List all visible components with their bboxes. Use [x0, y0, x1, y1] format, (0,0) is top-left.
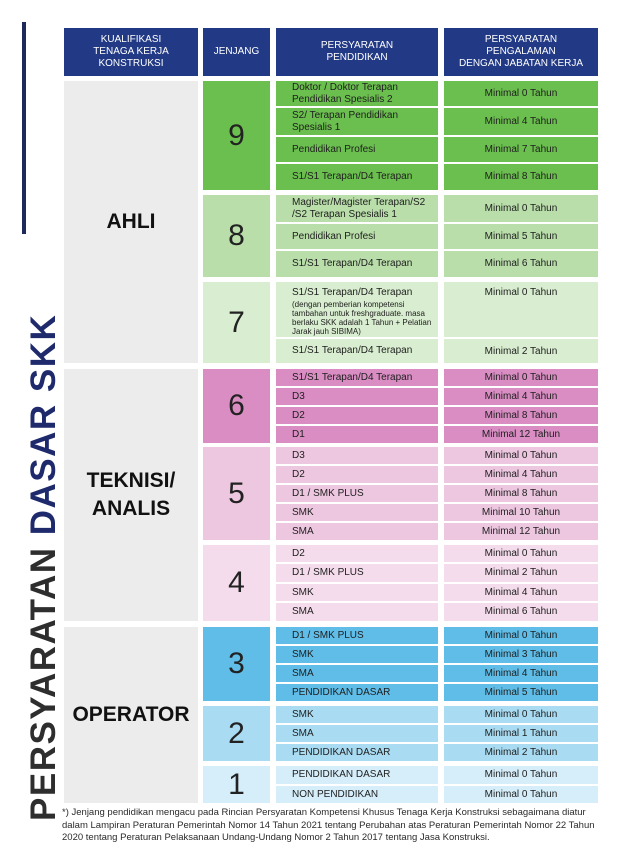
edu-text: SMA	[292, 525, 314, 537]
exp-text: Minimal 4 Tahun	[484, 586, 558, 598]
edu-text: S1/S1 Terapan/D4 Terapan	[292, 371, 413, 383]
exp-text: Minimal 4 Tahun	[484, 390, 558, 402]
level-6-label: 6	[228, 389, 245, 422]
exp-cell	[444, 545, 598, 562]
edu-note: (dengan pemberian kompetensi tambahan untuk freshgraduate. masa berlaku SKK adalah 1 Tahun + Pelatian Jarak jauh SIBIMA)	[292, 300, 432, 336]
edu-text: D1 / SMK PLUS	[292, 629, 364, 641]
group-ahli	[64, 81, 198, 363]
edu-cell	[276, 447, 438, 464]
edu-text: SMK	[292, 648, 314, 660]
exp-text: Minimal 0 Tahun	[484, 769, 558, 780]
level-5-label: 5	[228, 476, 245, 510]
exp-cell	[444, 725, 598, 742]
level-8	[203, 195, 270, 277]
edu-cell	[276, 627, 438, 644]
header-qualification	[64, 28, 198, 76]
edu-cell	[276, 744, 438, 761]
header-level-text: JENJANG	[213, 46, 260, 57]
level-6	[203, 369, 270, 443]
exp-cell	[444, 744, 598, 761]
edu-cell	[276, 224, 438, 249]
edu-text: D3	[292, 390, 305, 402]
group-teknisi-label: TEKNISI/ ANALIS	[86, 469, 176, 520]
exp-cell	[444, 339, 598, 363]
level-3-label: 3	[228, 647, 245, 680]
exp-cell	[444, 108, 598, 135]
exp-cell	[444, 137, 598, 162]
edu-text: SMA	[292, 667, 314, 679]
edu-text: PENDIDIKAN DASAR	[292, 686, 391, 698]
exp-cell	[444, 766, 598, 784]
level-8-label: 8	[228, 219, 245, 252]
level-9	[203, 81, 270, 190]
header-education	[276, 28, 438, 76]
edu-text: SMK	[292, 586, 314, 598]
edu-cell	[276, 523, 438, 540]
edu-cell	[276, 646, 438, 663]
exp-text: Minimal 10 Tahun	[481, 506, 561, 518]
exp-text: Minimal 6 Tahun	[484, 258, 558, 269]
edu-cell	[276, 251, 438, 277]
edu-text: D2	[292, 547, 305, 559]
exp-text: Minimal 6 Tahun	[484, 606, 558, 617]
edu-text: NON PENDIDIKAN	[292, 788, 379, 800]
exp-cell	[444, 369, 598, 386]
header-qualification-line1: KUALIFIKASI	[100, 34, 162, 45]
header-experience-line1: PERSYARATAN	[484, 34, 558, 45]
exp-text: Minimal 0 Tahun	[484, 371, 558, 383]
exp-cell	[444, 584, 598, 601]
edu-cell	[276, 564, 438, 582]
edu-text: D2	[292, 468, 305, 480]
edu-text: PENDIDIKAN DASAR	[292, 746, 391, 758]
level-7-label: 7	[228, 305, 245, 339]
exp-cell	[444, 466, 598, 483]
edu-text: Magister/Magister Terapan/S2 /S2 Terapan Spesialis 1	[292, 196, 426, 220]
exp-text: Minimal 0 Tahun	[484, 788, 558, 800]
exp-text: Minimal 8 Tahun	[484, 487, 558, 499]
exp-text: Minimal 2 Tahun	[484, 346, 558, 357]
exp-cell	[444, 164, 598, 190]
edu-text: SMA	[292, 727, 314, 739]
edu-text: D2	[292, 409, 305, 421]
level-2-label: 2	[228, 716, 245, 750]
exp-cell	[444, 388, 598, 405]
exp-text: Minimal 0 Tahun	[484, 87, 558, 99]
exp-text: Minimal 0 Tahun	[484, 287, 558, 298]
exp-text: Minimal 0 Tahun	[484, 547, 558, 559]
edu-cell	[276, 766, 438, 784]
exp-text: Minimal 5 Tahun	[484, 686, 558, 698]
level-1-label: 1	[228, 767, 245, 801]
edu-cell	[276, 81, 438, 106]
edu-text: Doktor / Doktor Terapan Pendidikan Spesialis 2	[292, 81, 398, 105]
edu-text: D1 / SMK PLUS	[292, 567, 364, 578]
exp-cell	[444, 282, 598, 337]
edu-cell	[276, 137, 438, 162]
edu-cell	[276, 426, 438, 443]
exp-cell	[444, 504, 598, 521]
level-4-label: 4	[228, 566, 245, 599]
edu-cell	[276, 388, 438, 405]
header-qualification-line2: TENAGA KERJA	[93, 46, 169, 57]
exp-cell	[444, 786, 598, 803]
edu-cell	[276, 725, 438, 742]
edu-cell	[276, 584, 438, 601]
exp-text: Minimal 7 Tahun	[484, 143, 558, 155]
level-2	[203, 706, 270, 761]
exp-text: Minimal 8 Tahun	[484, 171, 558, 182]
exp-text: Minimal 8 Tahun	[484, 409, 558, 421]
header-education-line2: PENDIDIKAN	[326, 52, 388, 63]
edu-text: S1/S1 Terapan/D4 Terapan	[292, 171, 413, 182]
edu-text: PENDIDIKAN DASAR	[292, 769, 391, 780]
level-9-label: 9	[228, 118, 245, 152]
side-title-part2: DASAR SKK	[24, 313, 63, 536]
edu-text: S1/S1 Terapan/D4 Terapan	[292, 287, 413, 298]
edu-text: D3	[292, 449, 305, 461]
exp-text: Minimal 2 Tahun	[484, 567, 558, 578]
header-education-line1: PERSYARATAN	[320, 40, 394, 51]
exp-text: Minimal 0 Tahun	[484, 708, 558, 720]
exp-text: Minimal 0 Tahun	[484, 202, 558, 214]
header-experience-line2: PENGALAMAN	[486, 46, 556, 57]
edu-cell	[276, 195, 438, 222]
edu-text: D1 / SMK PLUS	[292, 487, 364, 499]
exp-text: Minimal 2 Tahun	[484, 746, 558, 758]
edu-cell	[276, 706, 438, 723]
side-title-rule	[22, 22, 26, 234]
group-ahli-label: AHLI	[106, 210, 156, 233]
exp-cell	[444, 665, 598, 682]
edu-text: Pendidikan Profesi	[292, 143, 376, 155]
exp-cell	[444, 407, 598, 424]
footnote: *) Jenjang pendidikan mengacu pada Rincian Persyaratan Kompetensi Khusus Tenaga Kerja Konstruksi sebagaimana diatur dalam Lampiran Peraturan Pemerintah Nomor 14 Tahun 2021 tentang Perubahan atas Peraturan Pemerintah Nomor 22 Tahun 2020 tentang Peraturan Pelaksanaan Undang-Undang Nomor 2 Tahun 2017 tentang Jasa Konstruksi.	[62, 807, 595, 843]
exp-cell	[444, 523, 598, 540]
edu-text: S2/ Terapan Pendidikan Spesialis 1	[292, 109, 399, 133]
edu-text: D1	[292, 428, 305, 440]
exp-cell	[444, 81, 598, 106]
exp-cell	[444, 603, 598, 621]
edu-text: S1/S1 Terapan/D4 Terapan	[292, 345, 413, 356]
edu-cell	[276, 485, 438, 502]
edu-cell	[276, 786, 438, 803]
edu-cell	[276, 684, 438, 701]
exp-cell	[444, 706, 598, 723]
exp-cell	[444, 447, 598, 464]
exp-cell	[444, 485, 598, 502]
exp-text: Minimal 4 Tahun	[484, 468, 558, 480]
side-title-part1: PERSYARATAN	[24, 546, 63, 821]
edu-text: S1/S1 Terapan/D4 Terapan	[292, 258, 413, 269]
group-operator	[64, 627, 198, 803]
edu-text: Pendidikan Profesi	[292, 230, 376, 242]
edu-cell	[276, 603, 438, 621]
edu-cell	[276, 504, 438, 521]
edu-cell	[276, 665, 438, 682]
level-4	[203, 545, 270, 621]
level-3	[203, 627, 270, 701]
header-experience	[444, 28, 598, 76]
edu-cell	[276, 282, 438, 337]
exp-cell	[444, 195, 598, 222]
exp-cell	[444, 224, 598, 249]
exp-cell	[444, 426, 598, 443]
group-teknisi-analis	[64, 369, 198, 621]
exp-text: Minimal 5 Tahun	[484, 230, 558, 242]
side-title	[2, 22, 63, 830]
exp-text: Minimal 3 Tahun	[484, 648, 558, 660]
exp-text: Minimal 1 Tahun	[484, 727, 558, 739]
level-1	[203, 766, 270, 803]
level-5	[203, 447, 270, 540]
exp-text: Minimal 0 Tahun	[484, 449, 558, 461]
edu-cell	[276, 407, 438, 424]
edu-text: SMK	[292, 708, 314, 720]
exp-text: Minimal 4 Tahun	[484, 667, 558, 679]
header-level	[203, 28, 270, 76]
edu-text: SMA	[292, 606, 314, 617]
exp-cell	[444, 684, 598, 701]
edu-cell	[276, 545, 438, 562]
edu-cell	[276, 164, 438, 190]
side-title-text	[24, 314, 64, 821]
exp-cell	[444, 251, 598, 277]
header-experience-line3: DENGAN JABATAN KERJA	[458, 58, 584, 69]
header-qualification-line3: KONSTRUKSI	[98, 58, 164, 69]
exp-cell	[444, 646, 598, 663]
edu-cell	[276, 369, 438, 386]
group-operator-label: OPERATOR	[72, 703, 190, 726]
edu-text: SMK	[292, 506, 314, 518]
exp-cell	[444, 627, 598, 644]
exp-text: Minimal 12 Tahun	[481, 428, 561, 440]
edu-cell	[276, 108, 438, 135]
exp-cell	[444, 564, 598, 582]
exp-text: Minimal 0 Tahun	[484, 629, 558, 641]
edu-cell	[276, 339, 438, 363]
edu-text-block	[292, 287, 438, 336]
level-7	[203, 282, 270, 363]
exp-text: Minimal 4 Tahun	[484, 115, 558, 127]
edu-cell	[276, 466, 438, 483]
exp-text: Minimal 12 Tahun	[481, 525, 561, 537]
